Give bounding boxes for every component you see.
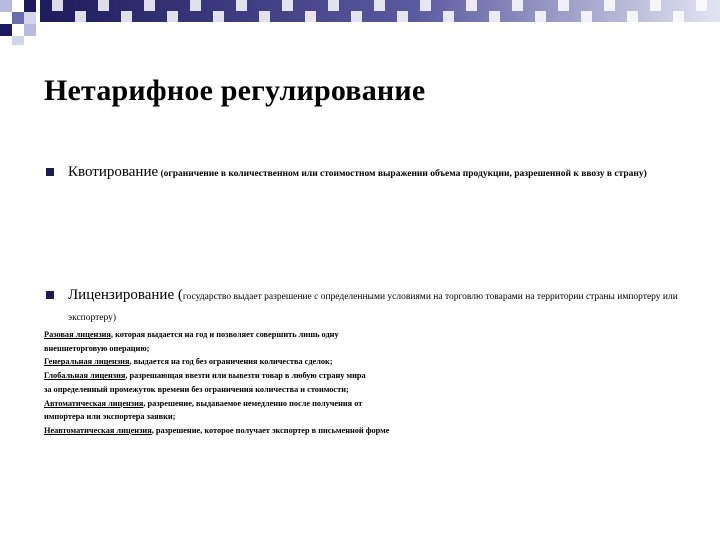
license-text: , которая выдается на год и позволяет совершить лишь одну — [110, 330, 339, 339]
license-text: , разрешение, которое получает экспортер в письменной форме — [151, 425, 390, 435]
license-line — [44, 383, 604, 397]
license-line — [44, 410, 604, 424]
license-text: импортера или экспортера заявки; — [44, 412, 176, 422]
license-line — [44, 355, 604, 369]
bullet-quota — [68, 163, 668, 184]
license-term: Разовая лицензия — [44, 330, 111, 339]
bullet-quota-lead: Квотирование — [68, 164, 159, 180]
license-text: , разрешающая ввезти или вывезти товар в любую страну мира — [125, 371, 366, 381]
license-term: Автоматическая лицензия — [44, 398, 144, 408]
bullet-licensing — [68, 286, 678, 328]
license-term: Глобальная лицензия — [44, 371, 126, 381]
license-term: Неавтоматическая лицензия — [44, 425, 152, 435]
checker-pattern — [0, 0, 720, 45]
bullet-quota-detail: (ограничение в количественном или стоимостном выражении объема продукции, разрешенной к ввозу в страну) — [158, 169, 647, 179]
license-types-list — [44, 328, 604, 438]
bullet-licensing-detail: государство выдает разрешение с определенными условиями на торговлю товарами на территории страны импортеру или экспортеру) — [68, 292, 678, 323]
bullet-licensing-lead: Лицензирование ( — [68, 287, 183, 303]
license-line — [44, 369, 604, 383]
license-text: , выдается на год без ограничения количества сделок; — [129, 357, 333, 367]
bullet-marker-2 — [46, 291, 54, 299]
license-line — [44, 424, 604, 438]
license-line — [44, 328, 604, 342]
decorative-header-pattern — [0, 0, 720, 45]
license-line — [44, 397, 604, 411]
license-text: внешнеторговую операцию; — [44, 343, 150, 353]
license-line — [44, 342, 604, 356]
slide-title: Нетарифное регулирование — [44, 74, 426, 107]
bullet-marker-1 — [46, 168, 54, 176]
license-text: за определенный промежуток времени без ограничения количества и стоимости; — [44, 384, 349, 394]
license-term: Генеральная лицензия — [44, 357, 130, 367]
license-text: , разрешение, выдаваемое немедленно после получения от — [143, 398, 363, 408]
